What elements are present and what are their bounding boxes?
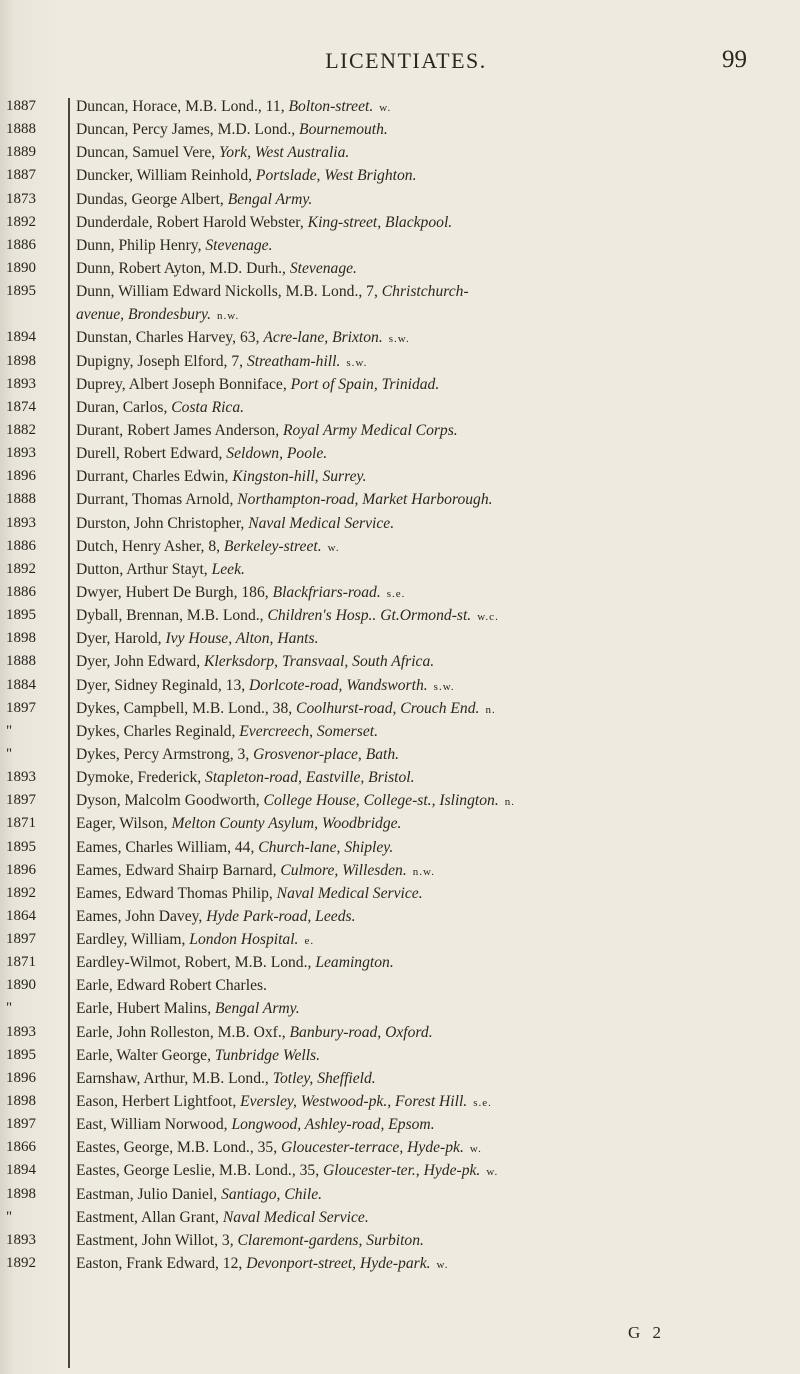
entry-name: Dyer, Harold,	[76, 630, 166, 648]
entry-place: Stapleton-road, Eastville, Bristol.	[205, 769, 415, 787]
page-header	[0, 48, 800, 78]
entry-district: n.	[485, 703, 496, 716]
entry-row	[0, 326, 800, 349]
entry-year: 1893	[6, 769, 36, 786]
entry-year: 1884	[6, 676, 36, 693]
entry-year: 1886	[6, 583, 36, 600]
entry-place: Hyde Park-road, Leeds.	[206, 907, 356, 925]
page-number: 99	[722, 46, 747, 73]
entry-district: e.	[304, 935, 315, 948]
entry-row	[0, 303, 800, 326]
entry-place: Tunbridge Wells.	[214, 1046, 321, 1064]
entry-text	[76, 1206, 792, 1229]
entry-row	[0, 141, 800, 164]
entry-year: 1895	[6, 283, 36, 300]
entry-row	[0, 627, 800, 650]
entry-year: 1892	[6, 1255, 36, 1272]
entry-text	[76, 396, 792, 419]
entry-district: w.	[327, 541, 340, 554]
entry-district: n.w.	[216, 310, 240, 323]
entry-district: n.w.	[412, 865, 435, 878]
entry-place: Bengal Army.	[215, 1000, 300, 1018]
entry-name: Eames, Edward Shairp Barnard,	[76, 861, 281, 879]
entry-row	[0, 974, 800, 997]
entry-row	[0, 396, 800, 419]
entry-year: 1873	[6, 190, 36, 207]
entry-text	[76, 211, 792, 234]
entry-place: Claremont-gardens, Surbiton.	[237, 1231, 424, 1249]
entry-name: Eardley, William,	[76, 931, 190, 949]
entry-name: Eager, Wilson,	[76, 815, 172, 833]
entry-place: Bengal Army.	[227, 190, 313, 208]
entry-text	[76, 650, 792, 673]
entry-name: Durston, John Christopher,	[76, 514, 249, 532]
entry-year: 1895	[6, 607, 36, 624]
entry-place: Naval Medical Service.	[222, 1208, 369, 1226]
entry-row	[0, 1021, 800, 1044]
entry-text	[76, 373, 792, 396]
entry-name: Duncan, Horace, M.B. Lond., 11,	[76, 98, 289, 115]
entry-district: s.w.	[433, 680, 455, 693]
entry-text	[76, 812, 792, 835]
entry-text	[76, 951, 792, 974]
entry-place: London Hospital.	[189, 931, 299, 949]
entry-row	[0, 882, 800, 905]
entry-name: Dwyer, Hubert De Burgh, 186,	[76, 583, 273, 601]
entry-year: 1871	[6, 954, 36, 971]
entry-row	[0, 1252, 800, 1275]
entry-row	[0, 488, 800, 511]
entry-row	[0, 1206, 800, 1229]
entry-year: "	[6, 722, 13, 739]
entry-year: "	[6, 1000, 13, 1017]
entry-name: Dunn, Robert Ayton, M.D. Durh.,	[76, 259, 290, 277]
entry-text	[76, 1252, 792, 1277]
entry-place: Totley, Sheffield.	[272, 1069, 376, 1087]
entry-name: East, William Norwood,	[76, 1116, 232, 1134]
entry-name: Dykes, Charles Reginald,	[76, 722, 240, 740]
entry-text	[76, 257, 792, 280]
entry-place: Bolton-street.	[288, 98, 374, 115]
entry-row	[0, 188, 800, 211]
entry-year: 1893	[6, 514, 36, 531]
entry-text	[76, 674, 792, 699]
entry-year: 1898	[6, 630, 36, 647]
entry-district: w.	[436, 1259, 449, 1272]
entry-text	[76, 766, 792, 789]
entry-name: Eastment, John Willot, 3,	[76, 1231, 238, 1249]
entry-district: s.w.	[346, 356, 368, 369]
entry-place: Children's Hosp.. Gt.Ormond-st.	[267, 607, 472, 625]
entry-place: Gloucester-ter., Hyde-pk.	[323, 1162, 481, 1180]
entry-row	[0, 1159, 800, 1182]
entry-place: Stevenage.	[205, 236, 273, 254]
entry-year: 1888	[6, 121, 36, 138]
entry-text	[76, 465, 792, 488]
entry-year: 1897	[6, 792, 36, 809]
entry-row	[0, 95, 800, 118]
entry-text	[76, 350, 792, 375]
entry-place: Culmore, Willesden.	[280, 861, 407, 879]
entry-district: s.w.	[388, 333, 410, 346]
entry-place: Christchurch-	[381, 283, 469, 301]
entry-row	[0, 1044, 800, 1067]
entry-place: avenue, Brondesbury.	[76, 306, 211, 324]
entry-name: Dyball, Brennan, M.B. Lond.,	[76, 607, 268, 625]
entry-year: 1895	[6, 1046, 36, 1063]
entry-row	[0, 257, 800, 280]
entry-year: 1889	[6, 144, 36, 161]
entry-row	[0, 766, 800, 789]
entry-row	[0, 535, 800, 558]
entry-place: Melton County Asylum, Woodbridge.	[171, 815, 402, 833]
entry-text	[76, 535, 792, 560]
entry-place: Portslade, West Brighton.	[255, 167, 417, 185]
entry-place: Klerksdorp, Transvaal, South Africa.	[204, 653, 435, 671]
entry-text	[76, 419, 792, 442]
entry-text	[76, 905, 792, 928]
entry-place: Longwood, Ashley-road, Epsom.	[231, 1116, 435, 1134]
entry-name: Duncan, Percy James, M.D. Lond.,	[76, 121, 300, 139]
entry-row	[0, 812, 800, 835]
entry-year: 1894	[6, 329, 36, 346]
entry-text	[76, 1044, 792, 1067]
entry-name: Dyson, Malcolm Goodworth,	[76, 792, 264, 810]
entry-text	[76, 697, 792, 722]
entry-year: 1882	[6, 421, 36, 438]
entry-name: Eames, Edward Thomas Philip,	[76, 884, 277, 902]
entry-text	[76, 280, 792, 303]
entry-year: 1874	[6, 398, 36, 415]
entry-place: Streatham-hill.	[246, 352, 341, 370]
entry-row	[0, 558, 800, 581]
entry-name: Dykes, Campbell, M.B. Lond., 38,	[76, 699, 297, 717]
entry-name: Earle, John Rolleston, M.B. Oxf.,	[76, 1023, 290, 1041]
entry-row	[0, 905, 800, 928]
entry-row	[0, 928, 800, 951]
entry-name: Dundas, George Albert,	[76, 190, 228, 208]
entry-text	[76, 836, 792, 859]
entry-row	[0, 859, 800, 882]
entry-place: York, West Australia.	[219, 144, 350, 162]
entry-year: 1887	[6, 167, 36, 184]
entry-name: Dymoke, Frederick,	[76, 769, 206, 787]
entry-year: 1897	[6, 1116, 36, 1133]
entry-text	[76, 859, 792, 884]
entry-year: "	[6, 1208, 13, 1225]
entry-place: Stevenage.	[289, 259, 357, 277]
entry-name: Earle, Hubert Malins,	[76, 1000, 216, 1018]
entry-place: Kingston-hill, Surrey.	[232, 468, 367, 486]
entry-name: Eastman, Julio Daniel,	[76, 1185, 222, 1203]
entry-text	[76, 326, 792, 351]
entry-year: 1896	[6, 1069, 36, 1086]
entry-name: Dunn, William Edward Nickolls, M.B. Lond., 7,	[76, 283, 382, 301]
entry-text	[76, 1159, 792, 1184]
entry-place: Santiago, Chile.	[221, 1185, 323, 1203]
entry-text	[76, 303, 792, 328]
entry-place: Devonport-street, Hyde-park.	[246, 1255, 431, 1273]
entry-name: Durrant, Thomas Arnold,	[76, 491, 238, 509]
entry-district: w.	[486, 1166, 499, 1179]
entry-text	[76, 118, 792, 141]
entry-name: Eastment, Allan Grant,	[76, 1208, 223, 1226]
entry-row	[0, 836, 800, 859]
entry-row	[0, 350, 800, 373]
entry-row	[0, 1136, 800, 1159]
entry-row	[0, 1113, 800, 1136]
entry-year: 1895	[6, 838, 36, 855]
entry-text	[76, 882, 792, 905]
entry-row	[0, 650, 800, 673]
entry-name: Easton, Frank Edward, 12,	[76, 1255, 247, 1273]
entry-district: s.e.	[386, 587, 406, 600]
entry-name: Eardley-Wilmot, Robert, M.B. Lond.,	[76, 954, 316, 972]
entry-place: Banbury-road, Oxford.	[289, 1023, 433, 1041]
entry-place: Costa Rica.	[171, 398, 245, 416]
entry-row	[0, 581, 800, 604]
entry-name: Dunstan, Charles Harvey, 63,	[76, 329, 264, 347]
entry-name: Eames, Charles William, 44,	[76, 838, 259, 856]
entry-row	[0, 743, 800, 766]
entry-text	[76, 1067, 792, 1090]
entry-place: Ivy House, Alton, Hants.	[165, 630, 319, 648]
entry-year: "	[6, 745, 13, 762]
entry-year: 1896	[6, 861, 36, 878]
entry-year: 1893	[6, 375, 36, 392]
entry-row	[0, 1090, 800, 1113]
entry-name: Dunderdale, Robert Harold Webster,	[76, 213, 308, 231]
entry-text	[76, 720, 792, 743]
entry-name: Earle, Walter George,	[76, 1046, 215, 1064]
entry-year: 1898	[6, 1093, 36, 1110]
entry-text	[76, 164, 792, 187]
entry-year: 1898	[6, 352, 36, 369]
entry-place: College House, College-st., Islington.	[263, 792, 499, 810]
entry-row	[0, 512, 800, 535]
entry-text	[76, 1229, 792, 1252]
entry-year: 1893	[6, 445, 36, 462]
entry-name: Duprey, Albert Joseph Bonniface,	[76, 375, 291, 393]
entry-name: Durant, Robert James Anderson,	[76, 421, 284, 439]
entry-row	[0, 465, 800, 488]
entry-place: Dorlcote-road, Wandsworth.	[249, 676, 428, 694]
entry-place: Acre-lane, Brixton.	[263, 329, 383, 347]
entry-row	[0, 720, 800, 743]
entry-place: Royal Army Medical Corps.	[283, 421, 458, 439]
entry-year: 1886	[6, 236, 36, 253]
entry-year: 1864	[6, 907, 36, 924]
entry-row	[0, 373, 800, 396]
entry-text	[76, 442, 792, 465]
entry-text	[76, 234, 792, 257]
entry-year: 1897	[6, 931, 36, 948]
entry-place: Port of Spain, Trinidad.	[290, 375, 440, 393]
entry-year: 1888	[6, 653, 36, 670]
entry-text	[76, 1136, 792, 1161]
entry-name: Dutch, Henry Asher, 8,	[76, 537, 224, 555]
entry-text	[76, 928, 792, 953]
entry-place: Blackfriars-road.	[272, 583, 381, 601]
entry-year: 1886	[6, 537, 36, 554]
entry-place: Coolhurst-road, Crouch End.	[296, 699, 480, 717]
entry-text	[76, 1113, 792, 1136]
entry-year: 1890	[6, 977, 36, 994]
entry-place: Seldown, Poole.	[226, 445, 328, 463]
entry-name: Durrant, Charles Edwin,	[76, 468, 233, 486]
entry-district: w.c.	[477, 611, 499, 624]
entry-text	[76, 997, 792, 1020]
entry-name: Duncker, William Reinhold,	[76, 167, 256, 185]
entry-text	[76, 743, 792, 766]
entry-text	[76, 1090, 792, 1115]
entry-name: Durell, Robert Edward,	[76, 445, 227, 463]
entry-place: Grosvenor-place, Bath.	[253, 745, 400, 763]
entry-text	[76, 604, 792, 629]
running-head: LICENTIATES.	[325, 48, 487, 73]
entry-text	[76, 789, 792, 814]
entry-year: 1896	[6, 468, 36, 485]
entry-place: Berkeley-street.	[223, 537, 322, 555]
entry-text	[76, 1021, 792, 1044]
entry-text	[76, 627, 792, 650]
entry-row	[0, 442, 800, 465]
entry-place: Naval Medical Service.	[248, 514, 395, 532]
signature-mark: G 2	[628, 1323, 666, 1342]
entry-text	[76, 558, 792, 581]
entry-year: 1893	[6, 1023, 36, 1040]
entry-text	[76, 1183, 792, 1206]
entry-name: Dunn, Philip Henry,	[76, 236, 206, 254]
entry-row	[0, 697, 800, 720]
entry-year: 1871	[6, 815, 36, 832]
entry-place: Gloucester-terrace, Hyde-pk.	[281, 1139, 464, 1157]
entry-row	[0, 1183, 800, 1206]
entry-text	[76, 974, 792, 997]
entry-text	[76, 581, 792, 606]
entry-name: Duran, Carlos,	[76, 398, 172, 416]
entry-row	[0, 604, 800, 627]
licentiates-list	[0, 95, 800, 1275]
entry-place: Eversley, Westwood-pk., Forest Hill.	[240, 1093, 468, 1111]
entry-name: Earnshaw, Arthur, M.B. Lond.,	[76, 1069, 273, 1087]
entry-row	[0, 234, 800, 257]
entry-name: Eames, John Davey,	[76, 907, 207, 925]
entry-row	[0, 280, 800, 303]
entry-row	[0, 164, 800, 187]
entry-year: 1894	[6, 1162, 36, 1179]
entry-year: 1890	[6, 259, 36, 276]
entry-place: Naval Medical Service.	[276, 884, 423, 902]
entry-row	[0, 1067, 800, 1090]
entry-row	[0, 951, 800, 974]
entry-row	[0, 211, 800, 234]
entry-row	[0, 789, 800, 812]
entry-place: Bournemouth.	[299, 121, 388, 139]
entry-place: Evercreech, Somerset.	[239, 722, 378, 740]
entry-place: King-street, Blackpool.	[307, 213, 453, 231]
entry-year: 1892	[6, 884, 36, 901]
entry-row	[0, 997, 800, 1020]
entry-name: Earle, Edward Robert Charles.	[76, 977, 267, 995]
entry-name: Dutton, Arthur Stayt,	[76, 560, 212, 578]
entry-text	[76, 188, 792, 211]
entry-name: Dyer, John Edward,	[76, 653, 204, 671]
entry-name: Dykes, Percy Armstrong, 3,	[76, 745, 254, 763]
entry-district: w.	[379, 102, 392, 114]
entry-text	[76, 141, 792, 164]
entry-year: 1866	[6, 1139, 36, 1156]
entry-name: Dyer, Sidney Reginald, 13,	[76, 676, 250, 694]
entry-name: Eason, Herbert Lightfoot,	[76, 1093, 241, 1111]
entry-year: 1898	[6, 1185, 36, 1202]
entry-name: Dupigny, Joseph Elford, 7,	[76, 352, 247, 370]
entry-district: s.e.	[473, 1097, 492, 1110]
entry-year: 1893	[6, 1231, 36, 1248]
entry-row	[0, 419, 800, 442]
entry-place: Leek.	[211, 560, 245, 578]
entry-row	[0, 118, 800, 141]
entry-place: Northampton-road, Market Harborough.	[237, 491, 493, 509]
entry-year: 1892	[6, 213, 36, 230]
entry-year: 1888	[6, 491, 36, 508]
entry-district: w.	[469, 1143, 482, 1156]
entry-name: Duncan, Samuel Vere,	[76, 144, 220, 162]
entry-text	[76, 488, 792, 511]
entry-row	[0, 1229, 800, 1252]
entry-name: Eastes, George, M.B. Lond., 35,	[76, 1139, 282, 1157]
entry-place: Leamington.	[315, 954, 394, 972]
entry-year: 1897	[6, 699, 36, 716]
entry-name: Eastes, George Leslie, M.B. Lond., 35,	[76, 1162, 324, 1180]
entry-year: 1892	[6, 560, 36, 577]
entry-text	[76, 512, 792, 535]
entry-row	[0, 674, 800, 697]
entry-text	[76, 95, 792, 120]
entry-district: n.	[504, 796, 515, 809]
entry-place: Church-lane, Shipley.	[258, 838, 394, 856]
entry-year: 1887	[6, 98, 36, 114]
